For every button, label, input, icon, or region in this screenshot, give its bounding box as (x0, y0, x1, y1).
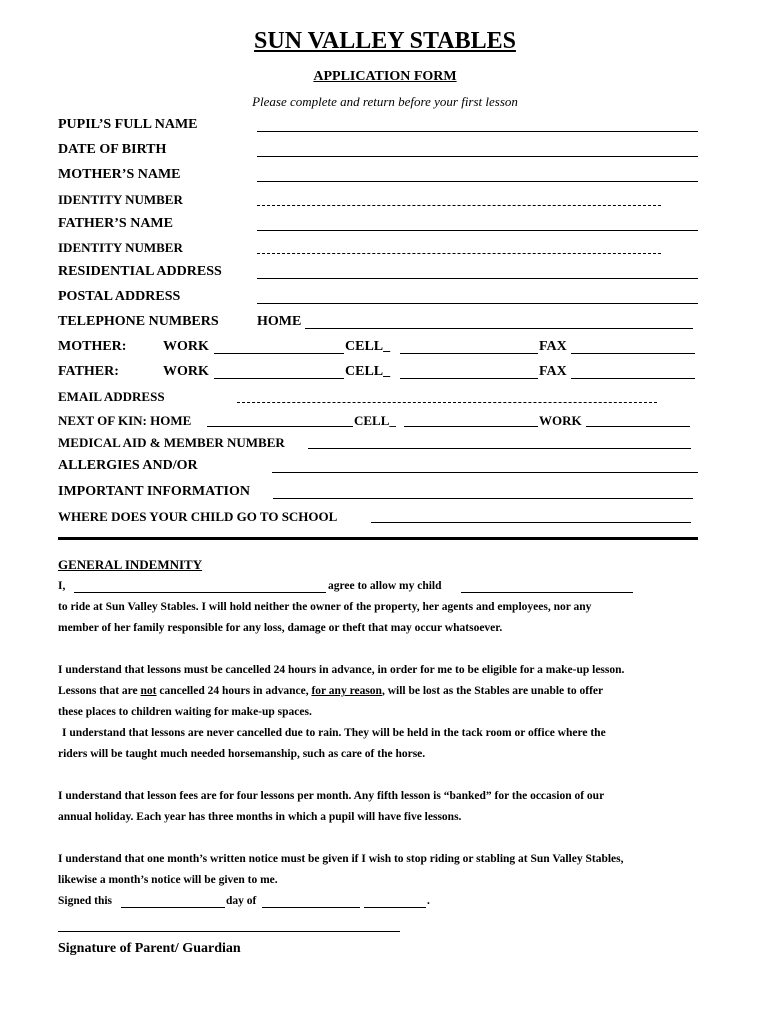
next-of-kin-cell-label: CELL_ (354, 413, 396, 428)
father-identity-number-label: IDENTITY NUMBER (58, 240, 183, 255)
father-fax-label: FAX (539, 364, 567, 379)
guardian-name-field[interactable] (74, 592, 326, 593)
postal-address-field[interactable] (257, 303, 698, 304)
day-of-label: day of (226, 895, 257, 907)
residential-address-field[interactable] (257, 278, 698, 279)
fathers-name-label: FATHER’S NAME (58, 216, 173, 231)
next-of-kin-work-label: WORK (539, 413, 582, 428)
next-of-kin-home-label: NEXT OF KIN: HOME (58, 413, 192, 428)
allergies-field[interactable] (272, 472, 698, 473)
mothers-name-field[interactable] (257, 181, 698, 182)
cancellation-text-b: cancelled 24 hours in advance, (156, 685, 312, 697)
father-work-label: WORK (163, 364, 209, 379)
mother-work-label: WORK (163, 339, 209, 354)
email-address-field[interactable] (237, 402, 657, 403)
date-of-birth-label: DATE OF BIRTH (58, 142, 167, 157)
telephone-numbers-label: TELEPHONE NUMBERS (58, 314, 219, 329)
mother-work-field[interactable] (214, 353, 344, 354)
mother-identity-number-field[interactable] (257, 205, 661, 206)
mother-label: MOTHER: (58, 339, 127, 354)
notice-line-2: likewise a month’s notice will be given to me. (58, 874, 278, 886)
medical-aid-label: MEDICAL AID & MEMBER NUMBER (58, 435, 285, 450)
general-indemnity-heading: GENERAL INDEMNITY (58, 557, 203, 572)
date-of-birth-field[interactable] (257, 156, 698, 157)
mother-cell-field[interactable] (400, 353, 538, 354)
signed-year-field[interactable] (364, 907, 426, 908)
home-phone-field[interactable] (305, 328, 693, 329)
next-of-kin-work-field[interactable] (586, 426, 690, 427)
indemnity-line-3: member of her family responsible for any loss, damage or theft that may occur whatsoever. (58, 622, 503, 634)
cancellation-text-a: Lessons that are (58, 685, 141, 697)
father-work-field[interactable] (214, 378, 344, 379)
email-address-label: EMAIL ADDRESS (58, 389, 165, 404)
next-of-kin-home-field[interactable] (207, 426, 353, 427)
cancellation-line-1: I understand that lessons must be cancelled 24 hours in advance, in order for me to be eligible for a make-up lesson. (58, 664, 625, 676)
father-label: FATHER: (58, 364, 119, 379)
form-title: SUN VALLEY STABLES (254, 28, 516, 54)
father-cell-field[interactable] (400, 378, 538, 379)
mother-fax-label: FAX (539, 339, 567, 354)
residential-address-label: RESIDENTIAL ADDRESS (58, 264, 222, 279)
child-name-field[interactable] (461, 592, 633, 593)
form-instruction: Please complete and return before your first lesson (252, 94, 518, 109)
mothers-name-label: MOTHER’S NAME (58, 167, 181, 182)
pupil-full-name-field[interactable] (257, 131, 698, 132)
notice-line-1: I understand that one month’s written notice must be given if I wish to stop riding or stabling at Sun Valley Stables, (58, 853, 624, 865)
fathers-name-field[interactable] (257, 230, 698, 231)
cancellation-not: not (140, 685, 157, 697)
fees-line-1: I understand that lesson fees are for four lessons per month. Any fifth lesson is “banked” for the occasion of our (58, 790, 605, 802)
cancellation-line-2 (58, 685, 603, 697)
postal-address-label: POSTAL ADDRESS (58, 289, 181, 304)
important-information-field[interactable] (273, 498, 693, 499)
home-label: HOME (257, 314, 302, 329)
father-cell-label: CELL_ (345, 364, 391, 379)
indemnity-i-label: I, (58, 580, 66, 592)
signed-day-field[interactable] (121, 907, 225, 908)
important-information-label: IMPORTANT INFORMATION (58, 484, 251, 499)
signed-period: . (427, 895, 430, 907)
cancellation-any-reason: for any reason (311, 685, 382, 697)
signature-label: Signature of Parent/ Guardian (58, 941, 241, 956)
mother-fax-field[interactable] (571, 353, 695, 354)
school-field[interactable] (371, 522, 691, 523)
allergies-label: ALLERGIES AND/OR (58, 458, 198, 473)
mother-identity-number-label: IDENTITY NUMBER (58, 192, 183, 207)
section-divider (58, 537, 698, 540)
cancellation-line-3: these places to children waiting for make-up spaces. (58, 706, 312, 718)
father-fax-field[interactable] (571, 378, 695, 379)
signature-field[interactable] (58, 931, 400, 932)
fees-line-2: annual holiday. Each year has three months in which a pupil will have five lessons. (58, 811, 462, 823)
father-identity-number-field[interactable] (257, 253, 661, 254)
rain-line-2: riders will be taught much needed horsemanship, such as care of the horse. (58, 748, 426, 760)
signed-this-label: Signed this (58, 895, 113, 907)
pupil-full-name-label: PUPIL’S FULL NAME (58, 117, 198, 132)
next-of-kin-cell-field[interactable] (404, 426, 538, 427)
medical-aid-field[interactable] (308, 448, 691, 449)
cancellation-text-c: , will be lost as the Stables are unable to offer (381, 685, 604, 697)
indemnity-agree-text: agree to allow my child (328, 580, 442, 592)
rain-line-1: I understand that lessons are never cancelled due to rain. They will be held in the tack room or office where the (62, 727, 606, 739)
form-subtitle: APPLICATION FORM (313, 69, 457, 84)
school-label: WHERE DOES YOUR CHILD GO TO SCHOOL (58, 509, 338, 524)
indemnity-line-2: to ride at Sun Valley Stables. I will hold neither the owner of the property, her agents and employees, nor any (58, 601, 592, 613)
signed-month-field[interactable] (262, 907, 360, 908)
mother-cell-label: CELL_ (345, 339, 391, 354)
